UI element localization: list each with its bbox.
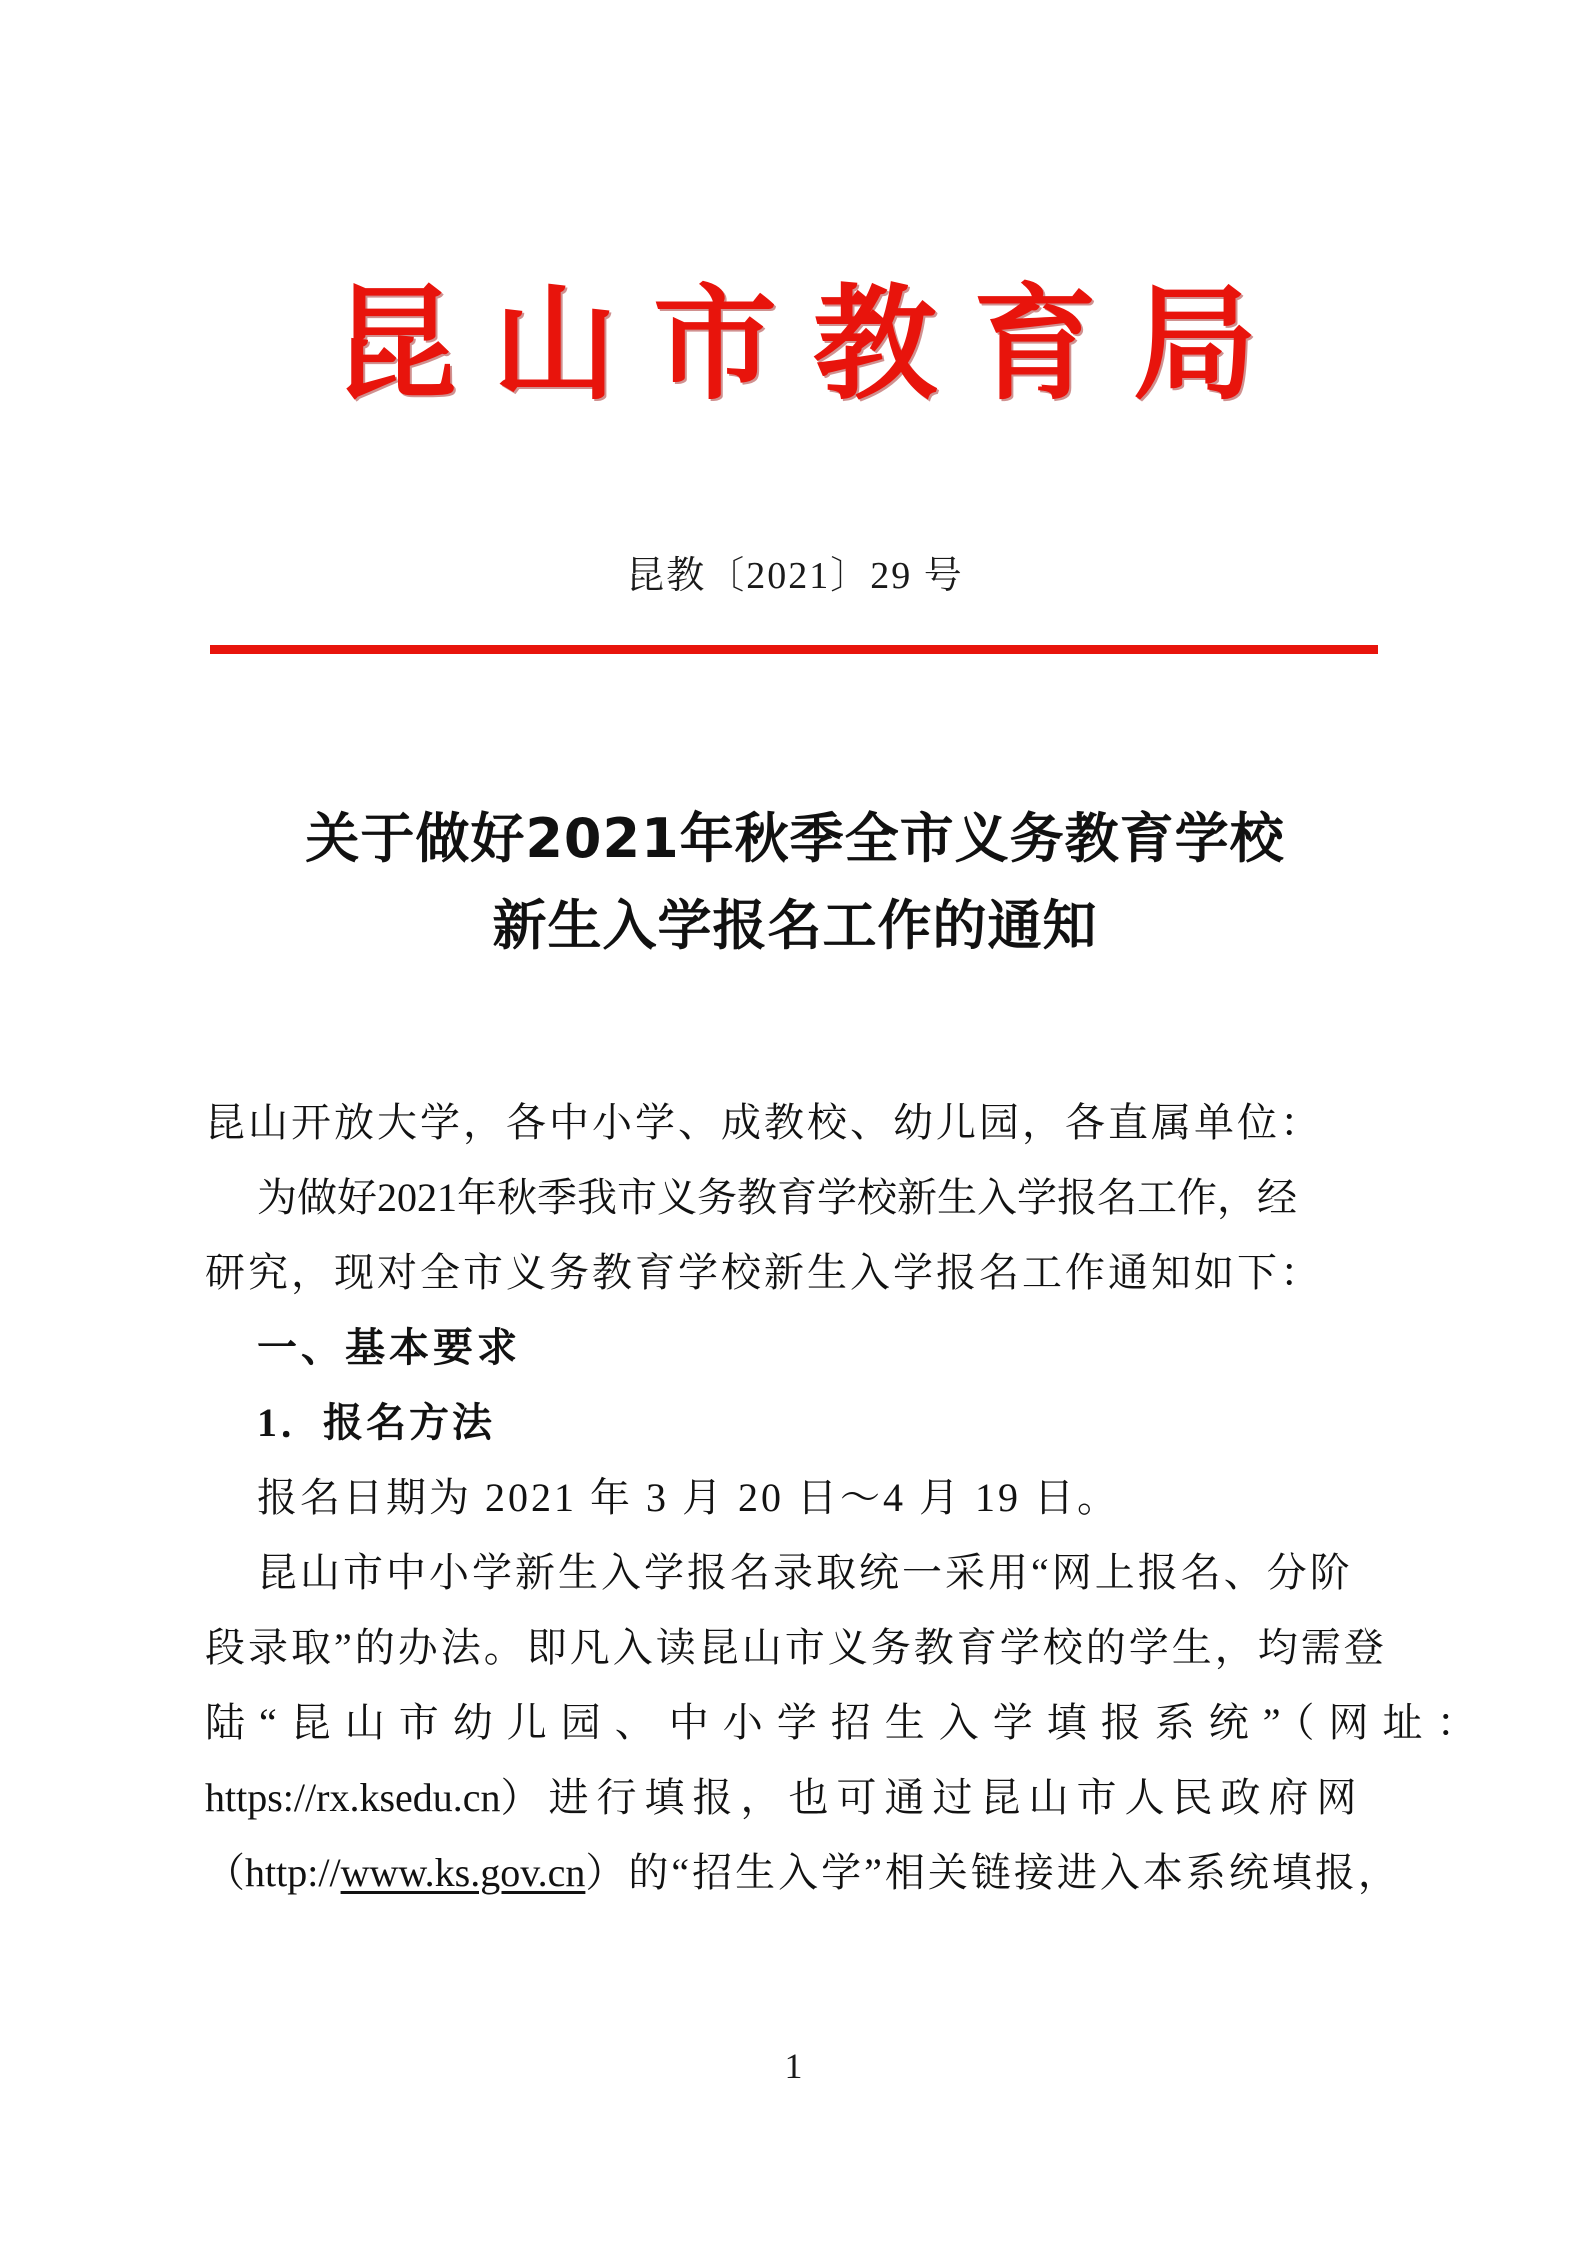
document-body [205,1085,1491,1910]
intro-paragraph-line-1: 为做好2021年秋季我市义务教育学校新生入学报名工作，经 [257,1175,1297,1220]
page-title-line-1: 关于做好2021年秋季全市义务教育学校 [305,807,1285,870]
method-paragraph-line-2: 段录取”的办法。即凡入读昆山市义务教育学校的学生，均需登 [205,1625,1387,1670]
page-number: 1 [784,2046,803,2086]
method-paragraph-line-5-text: ）的“招生入学”相关链接进入本系统填报， [585,1850,1401,1895]
method-paragraph-line-3: 陆“昆山市幼儿园、中小学招生入学填报系统”（网址： [205,1700,1491,1745]
section-heading-1: 一、基本要求 [257,1325,521,1370]
subsection-heading-1: 1．报名方法 [257,1400,495,1445]
letterhead-title: 昆山市教育局 [332,277,1293,414]
registration-system-url[interactable]: https://rx.ksedu.cn [205,1775,501,1820]
method-paragraph-line-1: 昆山市中小学新生入学报名录取统一采用“网上报名、分阶 [257,1550,1353,1595]
method-paragraph-line-4 [205,1760,1390,1835]
registration-date-line: 报名日期为 2021 年 3 月 20 日～4 月 19 日。 [257,1475,1120,1520]
method-paragraph-line-4-text: ）进行填报，也可通过昆山市人民政府网 [500,1775,1365,1820]
government-website-url[interactable]: www.ks.gov.cn [340,1850,586,1895]
method-paragraph-line-5 [205,1835,1401,1910]
addressee-line: 昆山开放大学，各中小学、成教校、幼儿园，各直属单位： [205,1100,1323,1145]
red-divider-rule [210,645,1378,654]
intro-paragraph-line-2: 研究，现对全市义务教育学校新生入学报名工作通知如下： [205,1250,1323,1295]
government-url-prefix: （http:// [205,1850,341,1895]
page-title-line-2: 新生入学报名工作的通知 [492,894,1098,958]
document-number: 昆教〔2021〕29 号 [626,555,964,597]
page-title [210,795,1380,970]
